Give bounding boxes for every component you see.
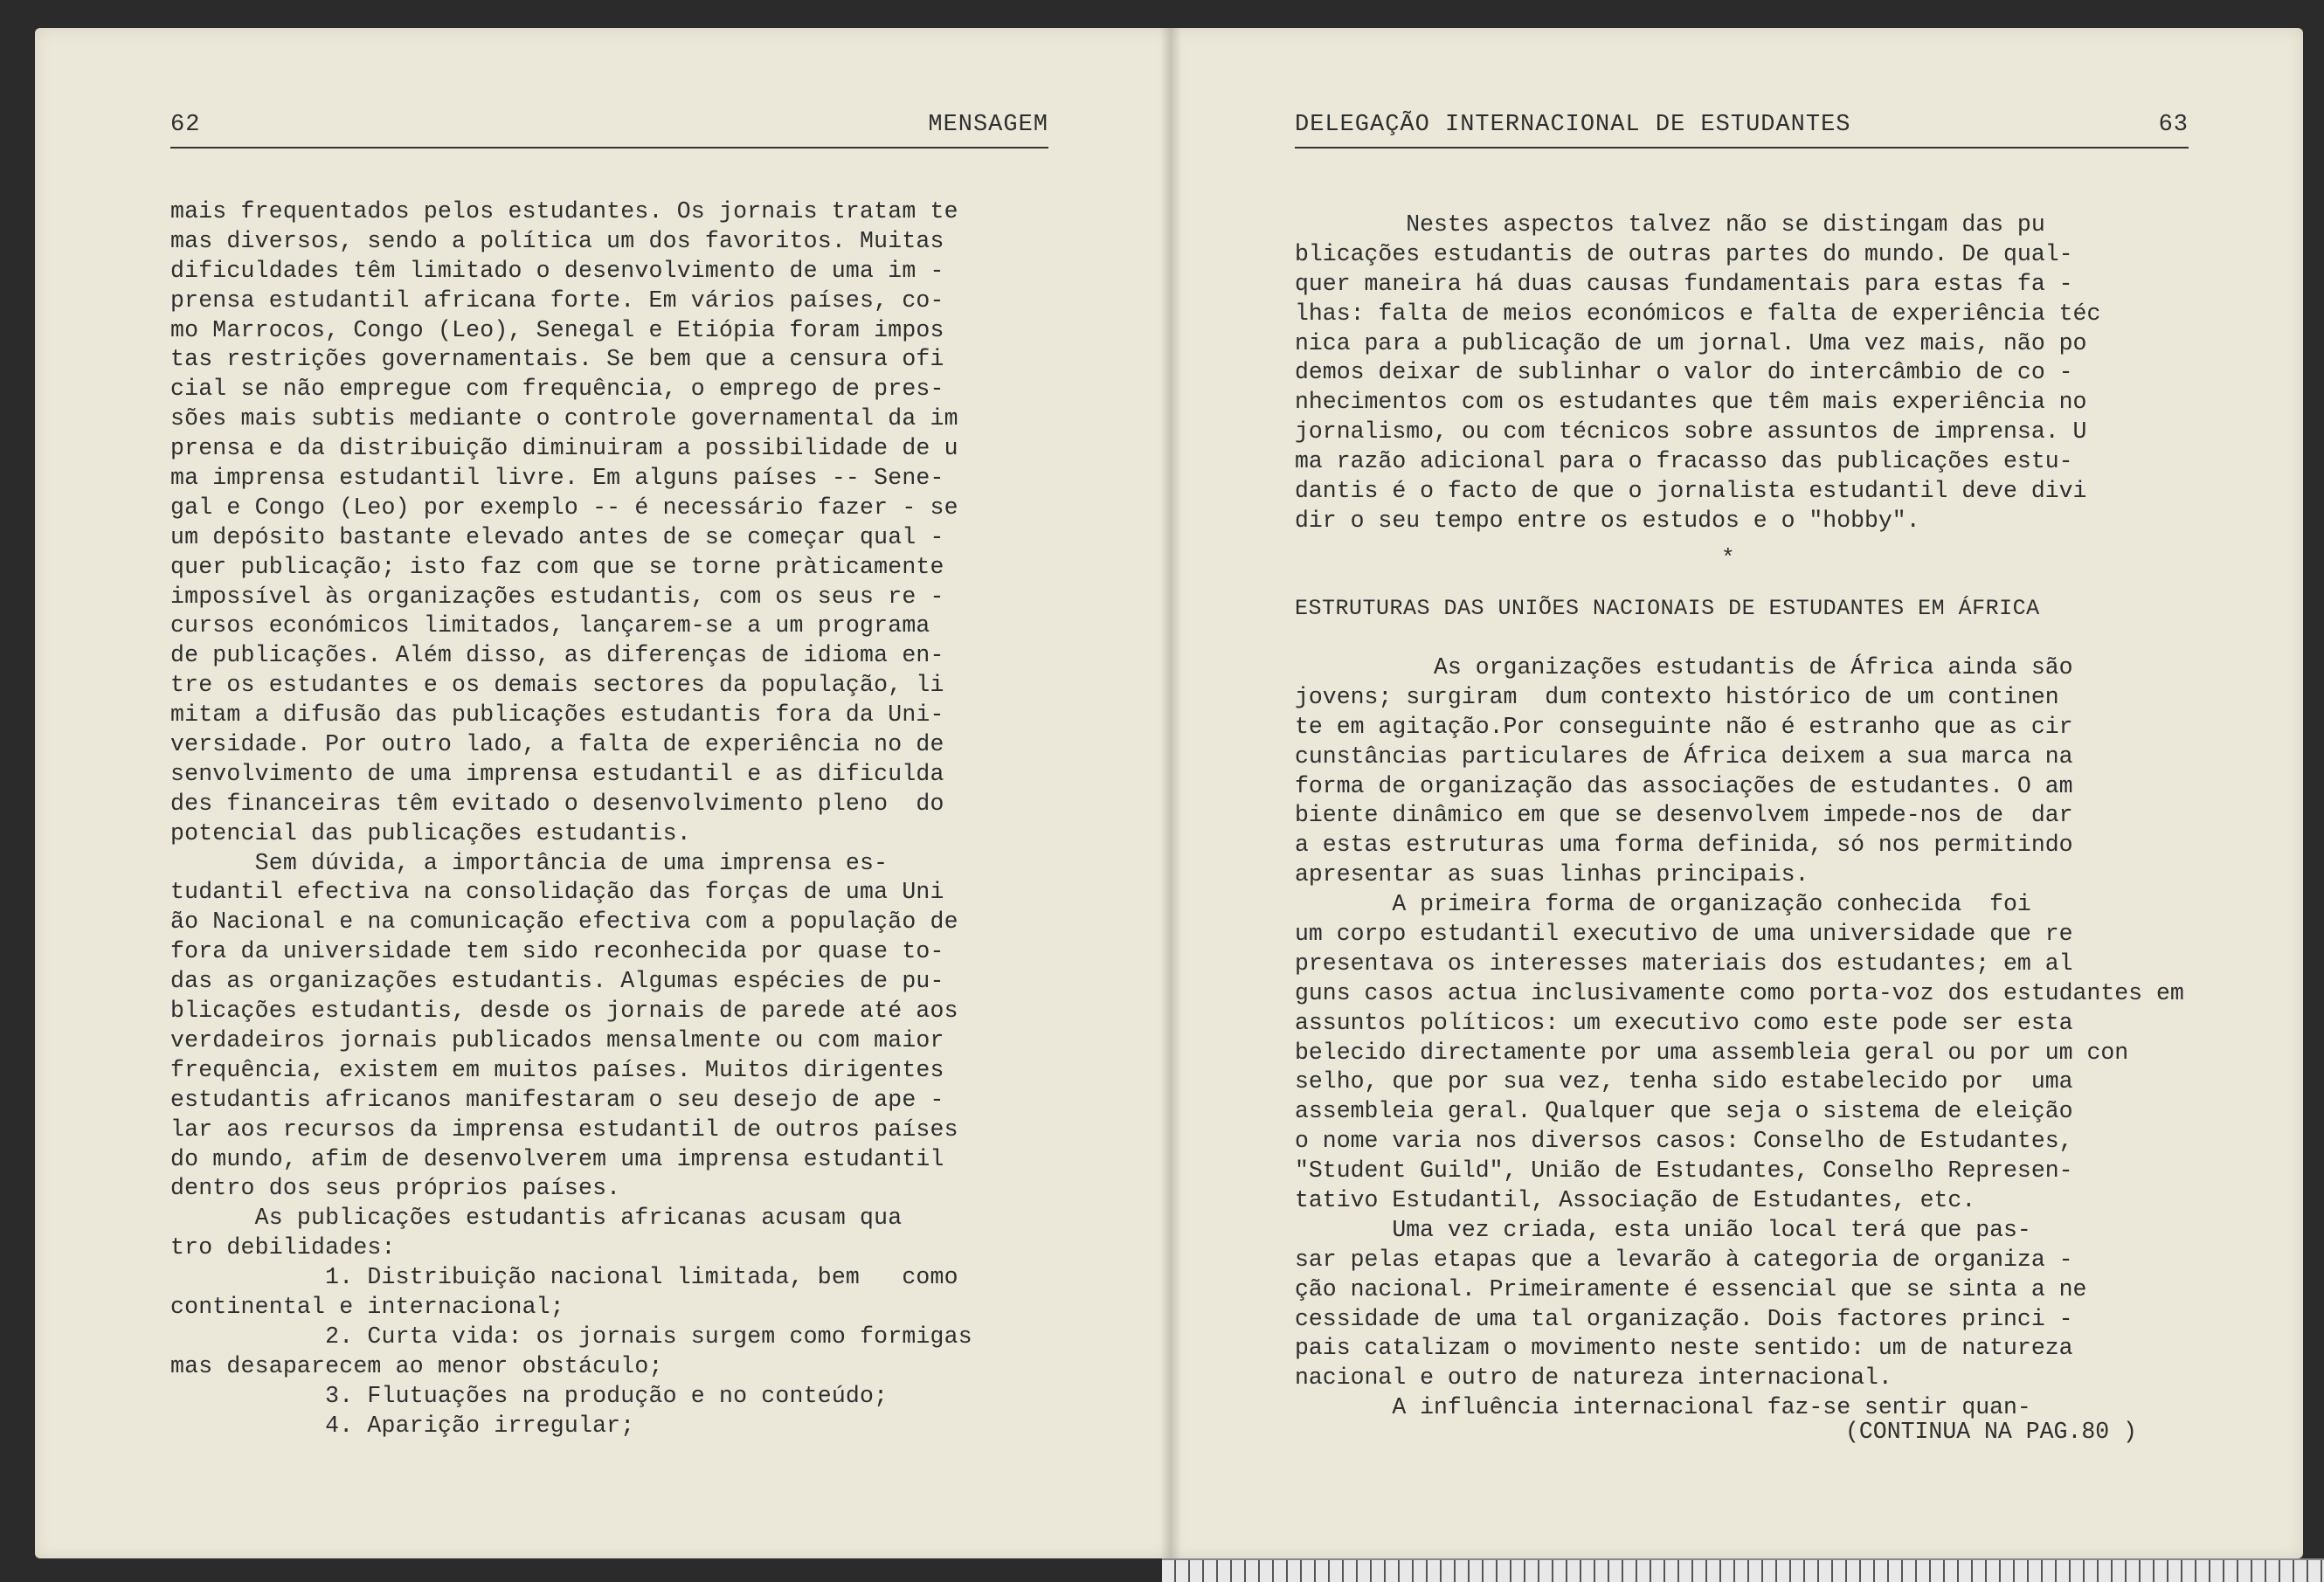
text-line: do mundo, afim de desenvolverem uma imprensa estudantil: [170, 1145, 944, 1172]
text-line: biente dinâmico em que se desenvolvem impede-nos de dar: [1295, 802, 2073, 829]
text-line: Sem dúvida, a importância de uma imprensa es-: [170, 849, 889, 876]
text-line: quer maneira há duas causas fundamentais para estas fa -: [1295, 270, 2073, 297]
book-gutter: [1160, 28, 1181, 1558]
text-line: ma razão adicional para o fracasso das publicações estu-: [1295, 448, 2073, 475]
text-line: das as organizações estudantis. Algumas espécies de pu-: [170, 968, 944, 995]
text-line: tas restrições governamentais. Se bem que a censura ofi: [170, 346, 944, 373]
text-line: assembleia geral. Qualquer que seja o sistema de eleição: [1295, 1098, 2073, 1125]
text-line: versidade. Por outro lado, a falta de experiência no de: [170, 731, 944, 758]
text-line: des financeiras têm evitado o desenvolvimento pleno do: [170, 790, 944, 817]
text-line: Uma vez criada, esta união local terá que pas-: [1295, 1216, 2031, 1243]
text-line: jornalismo, ou com técnicos sobre assuntos de imprensa. U: [1295, 418, 2087, 446]
text-line: dantis é o facto de que o jornalista estudantil deve divi: [1295, 478, 2087, 505]
text-line: forma de organização das associações de estudantes. O am: [1295, 772, 2073, 799]
text-line: ma imprensa estudantil livre. Em alguns países -- Sene-: [170, 465, 944, 492]
text-line: cessidade de uma tal organização. Dois factores princi -: [1295, 1305, 2073, 1332]
text-line: impossível às organizações estudantis, com os seus re -: [170, 583, 944, 610]
text-line: o nome varia nos diversos casos: Conselho de Estudantes,: [1295, 1128, 2073, 1155]
text-line: lhas: falta de meios económicos e falta de experiência téc: [1295, 300, 2101, 327]
text-line: prensa estudantil africana forte. Em vários países, co-: [170, 287, 944, 314]
text-line: 1. Distribuição nacional limitada, bem como: [170, 1264, 958, 1291]
text-line: 4. Aparição irregular;: [170, 1412, 635, 1439]
text-line: continental e internacional;: [170, 1293, 564, 1320]
text-line: "Student Guild", União de Estudantes, Conselho Represen-: [1295, 1157, 2073, 1185]
text-line: selho, que por sua vez, tenha sido estabelecido por uma: [1295, 1068, 2073, 1095]
text-line: ção nacional. Primeiramente é essencial que se sinta a ne: [1295, 1275, 2087, 1302]
text-line: sar pelas etapas que a levarão à categoria de organiza -: [1295, 1246, 2073, 1273]
text-line: mo Marrocos, Congo (Leo), Senegal e Etiópia foram impos: [170, 316, 944, 343]
text-line: nhecimentos com os estudantes que têm mais experiência no: [1295, 389, 2087, 416]
text-line: Nestes aspectos talvez não se distingam das pu: [1295, 211, 2045, 238]
text-line: 3. Flutuações na produção e no conteúdo;: [170, 1382, 889, 1409]
text-line: guns casos actua inclusivamente como porta-voz dos estudantes em: [1295, 979, 2184, 1006]
text-line: mais frequentados pelos estudantes. Os jornais tratam te: [170, 198, 958, 225]
left-page-text: [170, 197, 1053, 1440]
text-line: dentro dos seus próprios países.: [170, 1175, 621, 1202]
text-line: tativo Estudantil, Associação de Estudantes, etc.: [1295, 1187, 1976, 1214]
right-intro-text: [1295, 210, 2100, 535]
text-line: prensa e da distribuição diminuiram a possibilidade de u: [170, 435, 958, 462]
left-page-number: 62: [170, 112, 201, 138]
text-line: mas desaparecem ao menor obstáculo;: [170, 1352, 663, 1379]
text-line: verdadeiros jornais publicados mensalmente ou com maior: [170, 1026, 944, 1054]
text-line: dir o seu tempo entre os estudos e o "hobby".: [1295, 507, 1920, 534]
text-line: A influência internacional faz-se sentir quan-: [1295, 1394, 2031, 1421]
text-line: As organizações estudantis de África ainda são: [1295, 654, 2073, 680]
text-line: senvolvimento de uma imprensa estudantil e as dificulda: [170, 760, 944, 787]
text-line: cursos económicos limitados, lançarem-se a um programa: [170, 612, 930, 639]
text-line: quer publicação; isto faz com que se torne pràticamente: [170, 553, 944, 580]
separator-mark: *: [1721, 545, 1735, 571]
text-line: potencial das publicações estudantis.: [170, 819, 691, 846]
text-line: um corpo estudantil executivo de uma universidade que re: [1295, 921, 2073, 948]
text-line: belecido directamente por uma assembleia geral ou por um con: [1295, 1039, 2129, 1066]
text-line: A primeira forma de organização conhecida foi: [1295, 891, 2031, 918]
text-line: fora da universidade tem sido reconhecida por quase to-: [170, 938, 944, 965]
text-line: apresentar as suas linhas principais.: [1295, 861, 1809, 888]
left-running-title: MENSAGEM: [928, 112, 1048, 138]
text-line: presentava os interesses materiais dos estudantes; em al: [1295, 950, 2073, 977]
text-line: 2. Curta vida: os jornais surgem como formigas: [170, 1323, 972, 1350]
text-line: sões mais subtis mediante o controle governamental da im: [170, 405, 958, 432]
text-line: mitam a difusão das publicações estudantis fora da Uni-: [170, 701, 944, 729]
text-line: blicações estudantis de outras partes do mundo. De qual-: [1295, 240, 2073, 267]
text-line: frequência, existem em muitos países. Muitos dirigentes: [170, 1056, 944, 1083]
text-line: dificuldades têm limitado o desenvolvimento de uma im -: [170, 257, 944, 284]
right-running-title: DELEGAÇÃO INTERNACIONAL DE ESTUDANTES: [1295, 112, 1851, 138]
text-line: cial se não empregue com frequência, o emprego de pres-: [170, 376, 944, 403]
right-page-header: [1295, 112, 2189, 149]
text-line: demos deixar de sublinhar o valor do intercâmbio de co -: [1295, 359, 2073, 386]
text-line: tre os estudantes e os demais sectores da população, li: [170, 672, 944, 699]
text-line: nacional e outro de natureza internacional.: [1295, 1364, 1892, 1392]
text-line: mas diversos, sendo a política um dos favoritos. Muitas: [170, 227, 944, 254]
text-line: tro debilidades:: [170, 1234, 396, 1261]
text-line: blicações estudantis, desde os jornais de parede até aos: [170, 998, 958, 1025]
right-body-text: [1295, 653, 2184, 1423]
text-line: ão Nacional e na comunicação efectiva com a população de: [170, 908, 958, 936]
text-line: nica para a publicação de um jornal. Uma vez mais, não po: [1295, 329, 2087, 356]
text-line: As publicações estudantis africanas acusam qua: [170, 1205, 903, 1232]
text-line: a estas estruturas uma forma definida, só nos permitindo: [1295, 832, 2073, 859]
text-line: estudantis africanos manifestaram o seu desejo de ape -: [170, 1086, 944, 1113]
right-page-number: 63: [2158, 112, 2189, 138]
text-line: assuntos políticos: um executivo como este pode ser esta: [1295, 1009, 2073, 1036]
text-line: cunstâncias particulares de África deixem a sua marca na: [1295, 743, 2073, 770]
continuation-note: (CONTINUA NA PAG.80 ): [1845, 1419, 2137, 1445]
text-line: pais catalizam o movimento neste sentido: um de natureza: [1295, 1335, 2073, 1362]
text-line: gal e Congo (Leo) por exemplo -- é necessário fazer - se: [170, 494, 958, 521]
text-line: te em agitação.Por conseguinte não é estranho que as cir: [1295, 713, 2073, 740]
section-heading: ESTRUTURAS DAS UNIÕES NACIONAIS DE ESTUDANTES EM ÁFRICA: [1295, 596, 2040, 621]
text-line: tudantil efectiva na consolidação das forças de uma Uni: [170, 879, 944, 906]
scale-ruler: [1162, 1558, 2324, 1582]
text-line: lar aos recursos da imprensa estudantil de outros países: [170, 1116, 958, 1143]
text-line: de publicações. Além disso, as diferenças de idioma en-: [170, 642, 944, 669]
text-line: um depósito bastante elevado antes de se começar qual -: [170, 523, 944, 550]
text-line: jovens; surgiram dum contexto histórico de um continen: [1295, 683, 2059, 710]
left-page-header: [170, 112, 1048, 149]
